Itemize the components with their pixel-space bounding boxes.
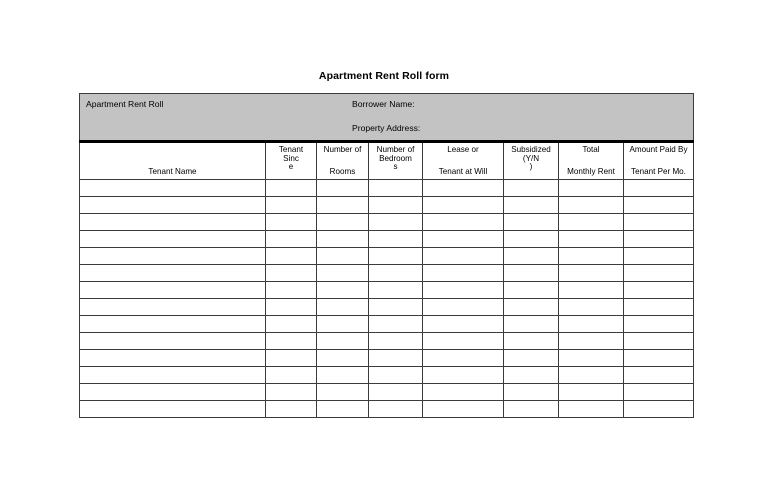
table-row[interactable] <box>80 265 694 282</box>
column-header-tenant-name <box>80 142 266 180</box>
rent-roll-table <box>79 93 694 418</box>
cell-tenant-since[interactable] <box>266 299 317 316</box>
cell-subsidized[interactable] <box>504 231 559 248</box>
table-row[interactable] <box>80 214 694 231</box>
cell-num-rooms[interactable] <box>317 282 369 299</box>
cell-num-bedrooms[interactable] <box>369 231 423 248</box>
column-header-num-bedrooms <box>369 142 423 180</box>
header-text-num-rooms-line1: Number of <box>323 145 362 154</box>
column-header-num-rooms <box>317 142 369 180</box>
cell-subsidized[interactable] <box>504 333 559 350</box>
cell-tenant-name[interactable] <box>80 197 266 214</box>
cell-num-rooms[interactable] <box>317 333 369 350</box>
cell-tenant-name[interactable] <box>80 231 266 248</box>
cell-subsidized[interactable] <box>504 180 559 197</box>
cell-amount-paid[interactable] <box>624 282 694 299</box>
cell-num-bedrooms[interactable] <box>369 367 423 384</box>
cell-tenant-name[interactable] <box>80 282 266 299</box>
cell-tenant-since[interactable] <box>266 282 317 299</box>
cell-lease-type[interactable] <box>423 197 504 214</box>
cell-num-rooms[interactable] <box>317 265 369 282</box>
cell-lease-type[interactable] <box>423 384 504 401</box>
header-text-lease-type-line2: Tenant at Will <box>438 167 488 176</box>
cell-amount-paid[interactable] <box>624 384 694 401</box>
cell-num-rooms[interactable] <box>317 401 369 418</box>
cell-total-rent[interactable] <box>559 384 624 401</box>
cell-tenant-since[interactable] <box>266 231 317 248</box>
cell-num-bedrooms[interactable] <box>369 180 423 197</box>
cell-tenant-name[interactable] <box>80 299 266 316</box>
header-text-num-rooms-line2: Rooms <box>329 167 356 176</box>
table-row[interactable] <box>80 180 694 197</box>
cell-num-bedrooms[interactable] <box>369 333 423 350</box>
header-text-subsidized: Subsidized (Y/N ) <box>511 145 551 172</box>
cell-subsidized[interactable] <box>504 214 559 231</box>
cell-num-bedrooms[interactable] <box>369 282 423 299</box>
cell-subsidized[interactable] <box>504 265 559 282</box>
cell-amount-paid[interactable] <box>624 367 694 384</box>
cell-lease-type[interactable] <box>423 367 504 384</box>
cell-tenant-since[interactable] <box>266 333 317 350</box>
header-text-amount-paid-line1: Amount Paid By <box>629 145 688 154</box>
cell-tenant-since[interactable] <box>266 265 317 282</box>
cell-amount-paid[interactable] <box>624 333 694 350</box>
cell-tenant-since[interactable] <box>266 350 317 367</box>
cell-lease-type[interactable] <box>423 214 504 231</box>
cell-num-bedrooms[interactable] <box>369 401 423 418</box>
cell-amount-paid[interactable] <box>624 401 694 418</box>
cell-num-bedrooms[interactable] <box>369 350 423 367</box>
cell-tenant-name[interactable] <box>80 180 266 197</box>
table-row[interactable] <box>80 401 694 418</box>
cell-lease-type[interactable] <box>423 231 504 248</box>
cell-subsidized[interactable] <box>504 282 559 299</box>
cell-amount-paid[interactable] <box>624 316 694 333</box>
cell-subsidized[interactable] <box>504 299 559 316</box>
cell-tenant-since[interactable] <box>266 214 317 231</box>
cell-tenant-since[interactable] <box>266 180 317 197</box>
cell-lease-type[interactable] <box>423 265 504 282</box>
cell-num-bedrooms[interactable] <box>369 316 423 333</box>
table-body <box>80 94 694 418</box>
cell-subsidized[interactable] <box>504 367 559 384</box>
cell-num-bedrooms[interactable] <box>369 214 423 231</box>
table-row[interactable] <box>80 197 694 214</box>
header-text-tenant-name: Tenant Name <box>148 167 197 176</box>
cell-lease-type[interactable] <box>423 248 504 265</box>
cell-tenant-name[interactable] <box>80 248 266 265</box>
column-header-row <box>80 142 694 180</box>
cell-num-rooms[interactable] <box>317 248 369 265</box>
cell-total-rent[interactable] <box>559 265 624 282</box>
cell-num-bedrooms[interactable] <box>369 248 423 265</box>
cell-total-rent[interactable] <box>559 282 624 299</box>
column-header-amount-paid <box>624 142 694 180</box>
table-row[interactable] <box>80 282 694 299</box>
cell-tenant-since[interactable] <box>266 316 317 333</box>
cell-tenant-since[interactable] <box>266 248 317 265</box>
cell-total-rent[interactable] <box>559 316 624 333</box>
cell-lease-type[interactable] <box>423 401 504 418</box>
cell-tenant-name[interactable] <box>80 350 266 367</box>
cell-tenant-since[interactable] <box>266 197 317 214</box>
cell-tenant-since[interactable] <box>266 401 317 418</box>
column-header-total-rent <box>559 142 624 180</box>
info-band-row <box>80 94 694 142</box>
cell-lease-type[interactable] <box>423 350 504 367</box>
table-row[interactable] <box>80 231 694 248</box>
header-text-num-bedrooms: Number of Bedroom s <box>376 145 415 172</box>
borrower-name-label: Borrower Name: <box>352 99 415 109</box>
cell-amount-paid[interactable] <box>624 248 694 265</box>
cell-num-bedrooms[interactable] <box>369 197 423 214</box>
cell-amount-paid[interactable] <box>624 214 694 231</box>
cell-subsidized[interactable] <box>504 401 559 418</box>
table-row[interactable] <box>80 350 694 367</box>
cell-num-rooms[interactable] <box>317 299 369 316</box>
cell-num-bedrooms[interactable] <box>369 299 423 316</box>
cell-lease-type[interactable] <box>423 333 504 350</box>
cell-lease-type[interactable] <box>423 299 504 316</box>
form-name-label: Apartment Rent Roll <box>86 99 164 109</box>
cell-num-rooms[interactable] <box>317 384 369 401</box>
cell-amount-paid[interactable] <box>624 197 694 214</box>
property-address-label: Property Address: <box>352 123 421 133</box>
header-text-tenant-since: Tenant Sinc e <box>278 145 304 172</box>
info-band-cell <box>80 94 694 142</box>
cell-total-rent[interactable] <box>559 180 624 197</box>
cell-total-rent[interactable] <box>559 248 624 265</box>
cell-tenant-name[interactable] <box>80 333 266 350</box>
column-header-subsidized <box>504 142 559 180</box>
cell-total-rent[interactable] <box>559 333 624 350</box>
page-title: Apartment Rent Roll form <box>318 70 450 82</box>
cell-total-rent[interactable] <box>559 197 624 214</box>
cell-subsidized[interactable] <box>504 384 559 401</box>
cell-tenant-since[interactable] <box>266 367 317 384</box>
header-text-total-rent-line1: Total <box>582 145 600 154</box>
column-header-tenant-since <box>266 142 317 180</box>
column-header-lease-type <box>423 142 504 180</box>
cell-amount-paid[interactable] <box>624 231 694 248</box>
cell-lease-type[interactable] <box>423 180 504 197</box>
table-row[interactable] <box>80 248 694 265</box>
cell-total-rent[interactable] <box>559 299 624 316</box>
cell-num-rooms[interactable] <box>317 316 369 333</box>
cell-num-rooms[interactable] <box>317 197 369 214</box>
cell-num-rooms[interactable] <box>317 214 369 231</box>
cell-num-bedrooms[interactable] <box>369 384 423 401</box>
header-text-amount-paid-line2: Tenant Per Mo. <box>631 167 686 176</box>
cell-num-rooms[interactable] <box>317 180 369 197</box>
cell-subsidized[interactable] <box>504 248 559 265</box>
table-row[interactable] <box>80 384 694 401</box>
cell-subsidized[interactable] <box>504 197 559 214</box>
cell-amount-paid[interactable] <box>624 265 694 282</box>
cell-amount-paid[interactable] <box>624 299 694 316</box>
table-row[interactable] <box>80 333 694 350</box>
table-row[interactable] <box>80 367 694 384</box>
cell-amount-paid[interactable] <box>624 180 694 197</box>
cell-total-rent[interactable] <box>559 350 624 367</box>
cell-total-rent[interactable] <box>559 367 624 384</box>
header-text-total-rent-line2: Monthly Rent <box>567 167 615 176</box>
cell-num-rooms[interactable] <box>317 231 369 248</box>
cell-num-bedrooms[interactable] <box>369 265 423 282</box>
cell-total-rent[interactable] <box>559 401 624 418</box>
cell-total-rent[interactable] <box>559 214 624 231</box>
cell-tenant-since[interactable] <box>266 384 317 401</box>
cell-tenant-name[interactable] <box>80 384 266 401</box>
cell-tenant-name[interactable] <box>80 214 266 231</box>
cell-num-rooms[interactable] <box>317 367 369 384</box>
table-row[interactable] <box>80 316 694 333</box>
cell-lease-type[interactable] <box>423 316 504 333</box>
table-row[interactable] <box>80 299 694 316</box>
cell-num-rooms[interactable] <box>317 350 369 367</box>
cell-tenant-name[interactable] <box>80 367 266 384</box>
cell-tenant-name[interactable] <box>80 401 266 418</box>
cell-subsidized[interactable] <box>504 350 559 367</box>
cell-tenant-name[interactable] <box>80 316 266 333</box>
cell-lease-type[interactable] <box>423 282 504 299</box>
cell-tenant-name[interactable] <box>80 265 266 282</box>
cell-total-rent[interactable] <box>559 231 624 248</box>
cell-subsidized[interactable] <box>504 316 559 333</box>
header-text-lease-type-line1: Lease or <box>447 145 479 154</box>
cell-amount-paid[interactable] <box>624 350 694 367</box>
